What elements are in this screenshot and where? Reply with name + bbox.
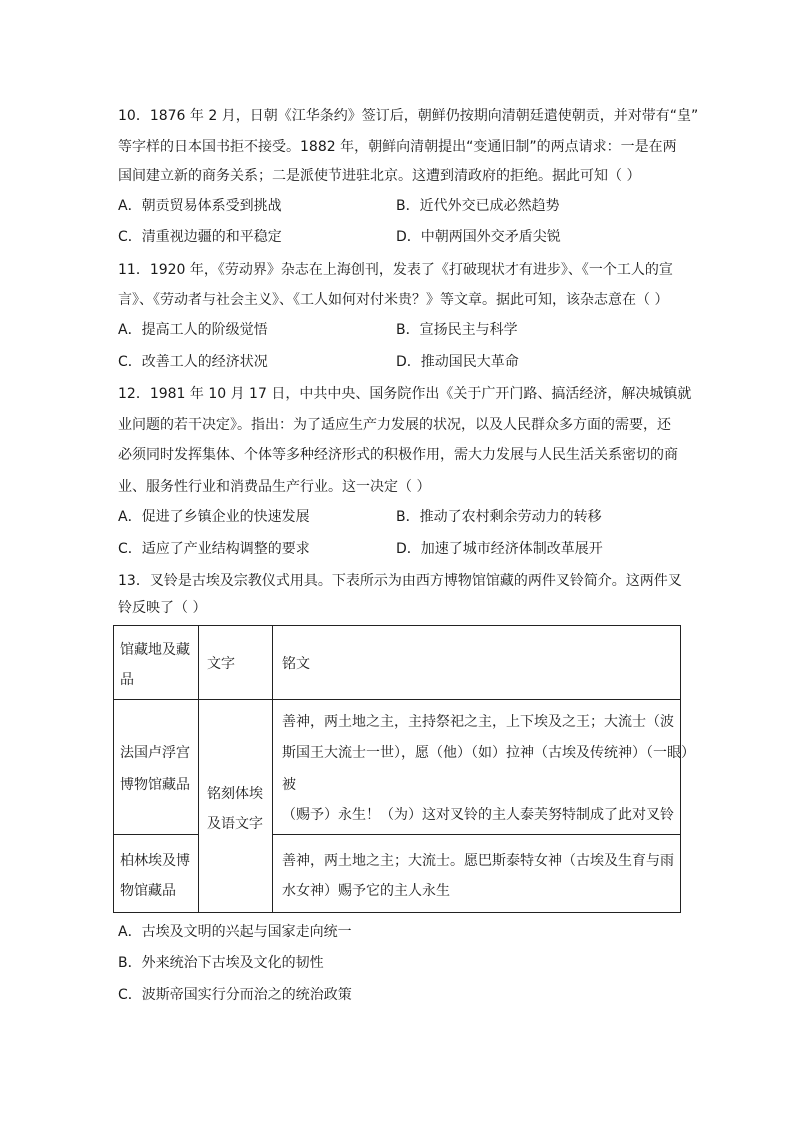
q11-option-d[interactable]: D．推动国民大革命 [396,354,519,370]
q13-option-a[interactable]: A．古埃及文明的兴起与国家走向统一 [118,924,352,940]
q10-option-a[interactable]: A．朝贡贸易体系受到挑战 [118,198,282,214]
q12-stem-line-2: 业问题的若干决定》。指出：为了适应生产力发展的状况，以及人民群众多方面的需要，还 [118,417,671,433]
row1-location-line-1: 法国卢浮宫 [120,745,190,761]
q13-option-c[interactable]: C．波斯帝国实行分而治之的统治政策 [118,987,352,1003]
row2-location-line-1: 柏林埃及博 [120,853,190,869]
q11-stem-line-2: 言》、《劳动者与社会主义》、《工人如何对付米贵？》等文章。据此可知，该杂志意在（ ） [118,292,669,308]
q12-stem-line-1: 12．1981 年 10 月 17 日，中共中央、国务院作出《关于广开门路、搞活经济，解决城镇就 [118,386,692,402]
script-type-line-2: 及语文字 [207,816,263,832]
script-type-line-1: 铭刻体埃 [207,786,263,802]
q10-option-d[interactable]: D．中朝两国外交矛盾尖锐 [396,229,561,245]
q10-option-b[interactable]: B．近代外交已成必然趋势 [396,198,560,214]
q10-option-c[interactable]: C．清重视边疆的和平稳定 [118,229,282,245]
row1-inscription-line-2: 斯国王大流士一世），愿（他）（如）拉神（古埃及传统神）（一眼） [282,745,695,761]
table-vline-col1-lower [198,834,199,912]
q11-stem-line-1: 11．1920 年，《劳动界》杂志在上海创刊，发表了《打破现状才有进步》、《一个工人的宣 [118,262,673,278]
q10-stem-line-2: 等字样的日本国书拒不接受。1882 年，朝鲜向清朝提出“变通旧制”的两点请求：一是在两 [118,139,677,155]
q12-stem-line-4: 业、服务性行业和消费品生产行业。这一决定（ ） [118,479,431,495]
table-vline-col1-upper [198,626,199,834]
table-hline-row-col1 [114,834,199,835]
table-header-inscription: 铭文 [282,656,310,672]
table-hline-row-col3 [272,834,680,835]
q11-option-c[interactable]: C．改善工人的经济状况 [118,354,268,370]
artifact-table [113,625,695,913]
q10-stem-line-1: 10．1876 年 2 月，日朝《江华条约》签订后，朝鲜仍按期向清朝廷遣使朝贡，并对带有“皇” [118,108,699,124]
row2-inscription-line-2: 水女神）赐予它的主人永生 [282,883,450,899]
q13-stem-line-2: 铃反映了（ ） [118,600,207,616]
q13-option-b[interactable]: B．外来统治下古埃及文化的韧性 [118,955,324,971]
q10-stem-line-3: 国间建立新的商务关系；二是派使节进驻北京。这遭到清政府的拒绝。据此可知（ ） [118,168,641,184]
table-vline-col2 [272,626,273,912]
q11-option-b[interactable]: B．宣扬民主与科学 [396,322,518,338]
row2-location-line-2: 物馆藏品 [120,883,176,899]
table-header-location-line-2: 品 [120,672,134,688]
table-header-location-line-1: 馆藏地及藏 [120,642,190,658]
q12-option-c[interactable]: C．适应了产业结构调整的要求 [118,541,310,557]
q12-stem-line-3: 必须同时发挥集体、个体等多种经济形式的积极作用，需大力发展与人民生活关系密切的商 [118,447,678,463]
row1-inscription-line-1: 善神，两土地之主，主持祭祀之主，上下埃及之王；大流士（波 [282,714,674,730]
table-hline-header [114,699,680,700]
q11-option-a[interactable]: A．提高工人的阶级觉悟 [118,322,268,338]
row1-inscription-line-3: 被 [282,777,296,793]
q13-stem-line-1: 13．叉铃是古埃及宗教仪式用具。下表所示为由西方博物馆馆藏的两件叉铃简介。这两件叉 [118,573,682,589]
row2-inscription-line-1: 善神，两土地之主；大流士。愿巴斯泰特女神（古埃及生育与雨 [282,853,674,869]
row1-inscription-line-4: （赐予）永生！（为）这对叉铃的主人泰芙努特制成了此对叉铃 [282,807,674,823]
row1-location-line-2: 博物馆藏品 [120,777,190,793]
table-header-script: 文字 [207,656,235,672]
q12-option-d[interactable]: D．加速了城市经济体制改革展开 [396,541,603,557]
q12-option-a[interactable]: A．促进了乡镇企业的快速发展 [118,509,310,525]
q12-option-b[interactable]: B．推动了农村剩余劳动力的转移 [396,509,602,525]
